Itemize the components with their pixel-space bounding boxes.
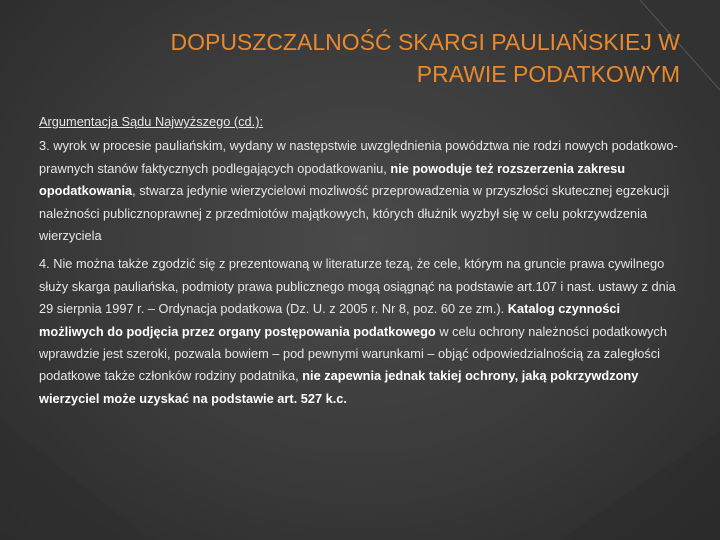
paragraph-4-text-a: 4. Nie można także zgodzić się z prezentowaną w literaturze tezą, że cele, którym na gruncie prawa cywilnego służy skarga pauliańska, podmioty prawa publicznego mogą osiągnąć na podstawie art.107 i nast. ustawy z dnia 29 sierpnia 1997 r. – Ordynacja podatkowa (Dz. U. z 2005 r. Nr 8, poz. 60 ze zm.). <box>39 256 676 317</box>
paragraph-4-bold-1: Katalog czynności możliwych do podjęcia przez organy postępowania podatkowego <box>39 301 621 339</box>
paragraph-3-text-c: , stwarza jedynie wierzycielowi mozliwość przeprowadzenia w przyszłości skutecznej egzekucji należności publicznoprawnej z przedmiotów majątkowych, których dłużnik wyzbył się w celu pokrzywdzenia wierzyciela <box>39 183 670 244</box>
section-heading: Argumentacja Sądu Najwyższego (cd.): <box>39 114 264 129</box>
slide-content <box>39 111 679 416</box>
title-line-2: PRAWIE PODATKOWYM <box>416 61 680 87</box>
paragraph-4 <box>39 253 679 410</box>
title-line-1: DOPUSZCZALNOŚĆ SKARGI PAULIAŃSKIEJ W <box>170 29 680 55</box>
slide-title <box>40 26 680 90</box>
paragraph-3-text-a: 3. wyrok w procesie pauliańskim, wydany w następstwie uwzględnienia powództwa nie rodzi nowych podatkowo-prawnych stanów faktycznych podlegających opodatkowaniu, <box>39 138 678 176</box>
paragraph-3 <box>39 135 679 247</box>
paragraph-4-bold-2: nie zapewnia jednak takiej ochrony, jaką pokrzywdzony wierzyciel może uzyskać na podstawie art. 527 k.c. <box>39 368 639 406</box>
corner-shape-bottom-left <box>0 420 150 540</box>
paragraph-3-bold: nie powoduje też rozszerzenia zakresu opodatkowania <box>39 160 626 199</box>
paragraph-4-text-c: w celu ochrony należności podatkowych wprawdzie jest szeroki, pozwala bowiem – pod pewnymi warunkami – objąć odpowiedzialnością za zaległości podatkowe także członków rodziny podatnika, <box>39 323 667 384</box>
corner-shape-bottom-right <box>560 430 720 540</box>
